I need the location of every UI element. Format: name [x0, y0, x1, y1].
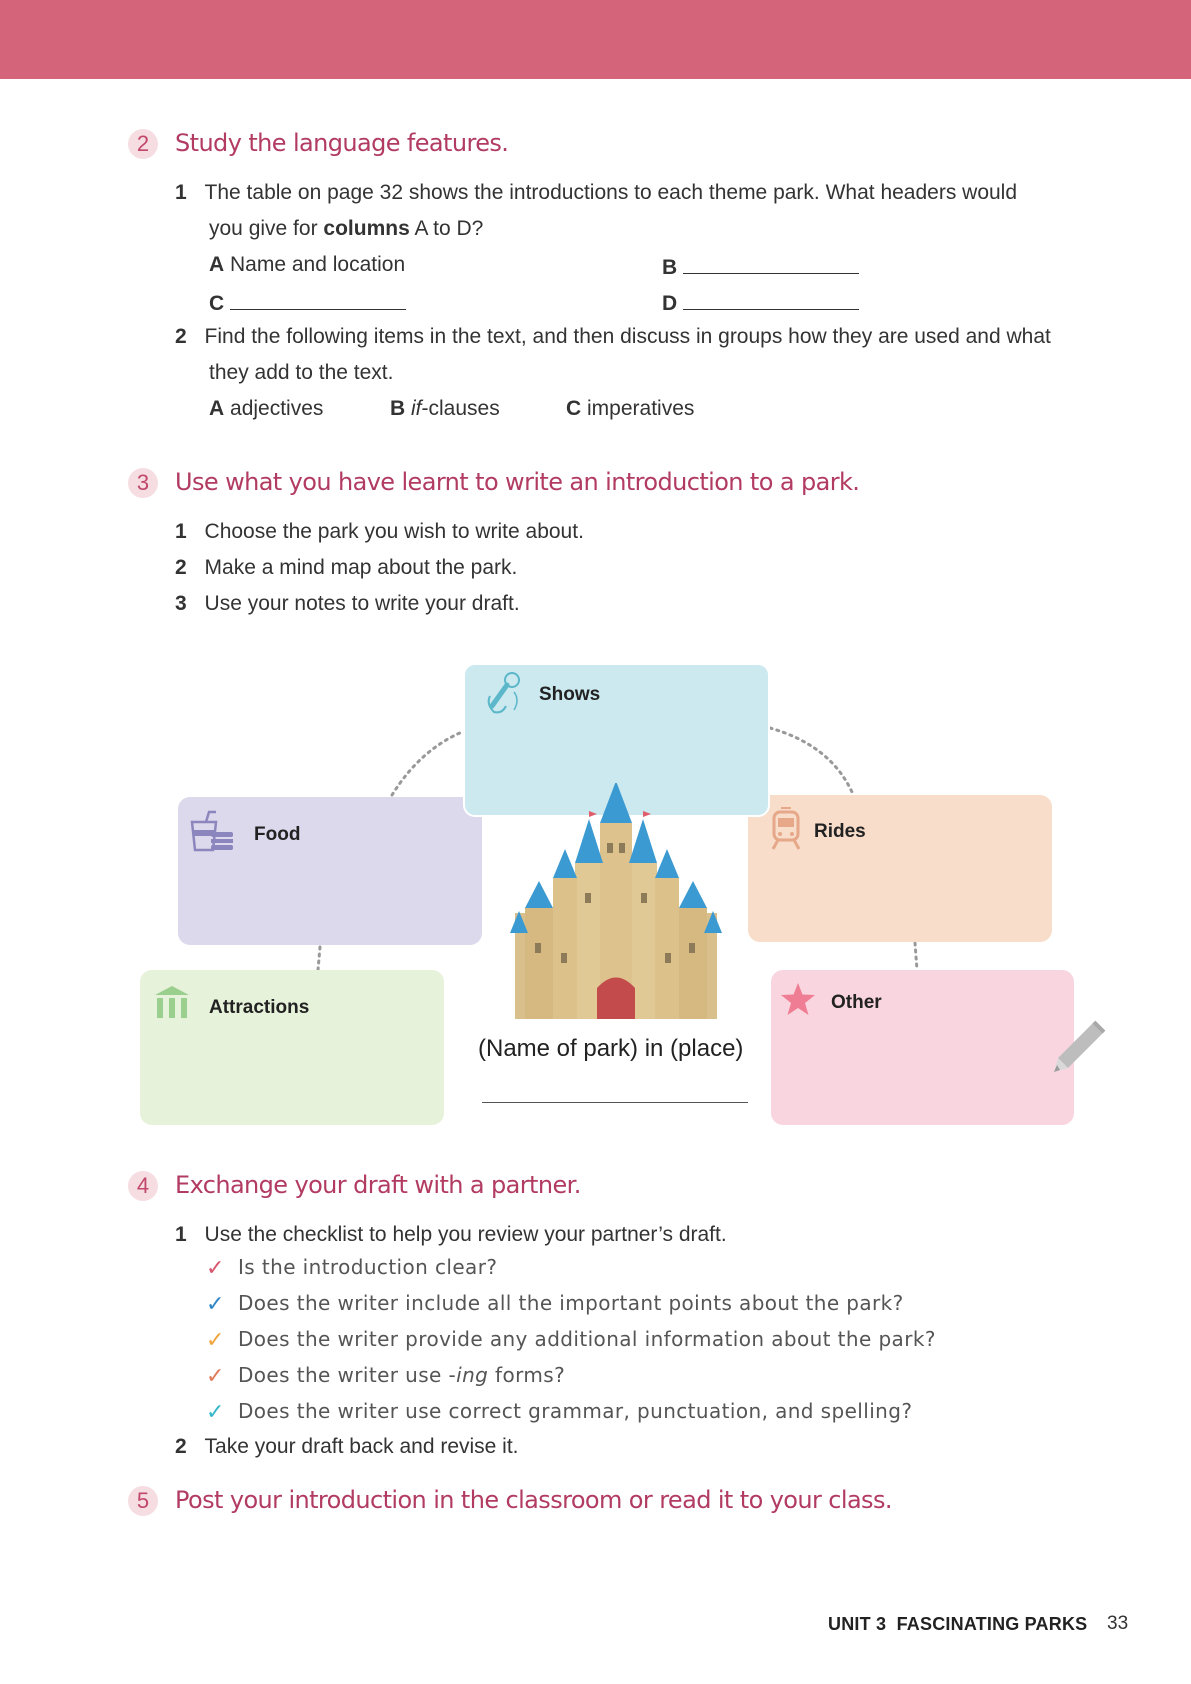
attractions-label: Attractions: [209, 997, 310, 1018]
s4-step-2-number: 2: [175, 1435, 187, 1458]
s3-step-2-number: 2: [175, 556, 187, 579]
center-writing-line[interactable]: [482, 1102, 748, 1103]
other-label: Other: [831, 992, 882, 1013]
q1-number: 1: [175, 181, 187, 204]
train-icon: [770, 806, 802, 850]
microphone-icon: [484, 670, 524, 716]
section-4-title: Exchange your draft with a partner.: [175, 1171, 581, 1199]
check-icon: ✓: [206, 1292, 225, 1317]
checklist-item: [206, 1255, 498, 1281]
section-5-number: 5: [128, 1486, 158, 1516]
footer-unit: UNIT 3 FASCINATING PARKS: [828, 1614, 1088, 1634]
checklist-item-italic: ing: [456, 1363, 489, 1387]
checklist-item-text: Does the writer provide any additional information about the park?: [238, 1327, 936, 1351]
checklist-item: [206, 1327, 936, 1353]
section-2-number: 2: [128, 129, 158, 159]
food-icon: [189, 810, 235, 852]
checklist-item: [206, 1291, 904, 1317]
q2-number: 2: [175, 325, 187, 348]
q2-option-c-letter: C: [566, 397, 582, 420]
checklist-item-text: Is the introduction clear?: [238, 1255, 498, 1279]
checklist-item-text-post: forms?: [488, 1363, 566, 1387]
shows-label: Shows: [539, 684, 601, 705]
section-2-title: Study the language features.: [175, 129, 509, 157]
q1-option-b-letter: B: [662, 256, 678, 279]
q2-option-a-text: adjectives: [230, 397, 324, 420]
building-icon: [153, 985, 191, 1019]
s4-step-1-text: Use the checklist to help you review your partner’s draft.: [204, 1223, 727, 1246]
other-box[interactable]: [771, 970, 1074, 1125]
q1-option-c-letter: C: [209, 292, 225, 315]
castle-illustration: [505, 783, 727, 1019]
pencil-icon: [1050, 1018, 1108, 1076]
q1-line2-pre: you give for: [209, 217, 324, 240]
s3-step-2-text: Make a mind map about the park.: [204, 556, 518, 579]
q1-option-d-letter: D: [662, 292, 678, 315]
s3-step-3-text: Use your notes to write your draft.: [204, 592, 520, 615]
q1-option-a-text: Name and location: [230, 253, 406, 276]
s4-step-1-number: 1: [175, 1223, 187, 1246]
checklist-item-text: Does the writer use -: [238, 1363, 457, 1387]
section-3-title: Use what you have learnt to write an introduction to a park.: [175, 468, 860, 496]
s3-step-1-number: 1: [175, 520, 187, 543]
section-3-number: 3: [128, 468, 158, 498]
q1-line2-post: A to D?: [409, 217, 484, 240]
q2-line2: they add to the text.: [209, 361, 394, 384]
q2-option-b-letter: B: [390, 397, 406, 420]
s4-step-1: [175, 1223, 727, 1247]
rides-label: Rides: [814, 821, 866, 842]
q2-option-b-italic: if: [411, 397, 422, 420]
s3-step-3-number: 3: [175, 592, 187, 615]
checklist-item-text: Does the writer use correct grammar, punctuation, and spelling?: [238, 1399, 913, 1423]
s3-step-1-text: Choose the park you wish to write about.: [204, 520, 584, 543]
check-icon: ✓: [206, 1256, 225, 1281]
checklist-item-text: Does the writer include all the important points about the park?: [238, 1291, 904, 1315]
s4-step-2: [175, 1435, 519, 1459]
q2-option-a-letter: A: [209, 397, 225, 420]
check-icon: ✓: [206, 1400, 225, 1425]
checklist-item: [206, 1363, 566, 1389]
section-4-number: 4: [128, 1171, 158, 1201]
check-icon: ✓: [206, 1364, 225, 1389]
checklist-item: [206, 1399, 913, 1425]
q2-option-b-text: -clauses: [421, 397, 500, 420]
food-label: Food: [254, 824, 301, 845]
star-icon: [780, 982, 816, 1016]
page-number: 33: [1107, 1613, 1129, 1634]
center-label: (Name of park) in (place): [478, 1035, 744, 1062]
q1-line1: The table on page 32 shows the introductions to each theme park. What headers would: [204, 181, 1018, 204]
section-5-title: Post your introduction in the classroom or read it to your class.: [175, 1486, 892, 1514]
s4-step-2-text: Take your draft back and revise it.: [204, 1435, 519, 1458]
check-icon: ✓: [206, 1328, 225, 1353]
q2-option-c-text: imperatives: [587, 397, 695, 420]
q1-option-a-letter: A: [209, 253, 225, 276]
q2-line1: Find the following items in the text, and then discuss in groups how they are used and what: [204, 325, 1051, 348]
q1-line2-bold: columns: [323, 217, 410, 240]
